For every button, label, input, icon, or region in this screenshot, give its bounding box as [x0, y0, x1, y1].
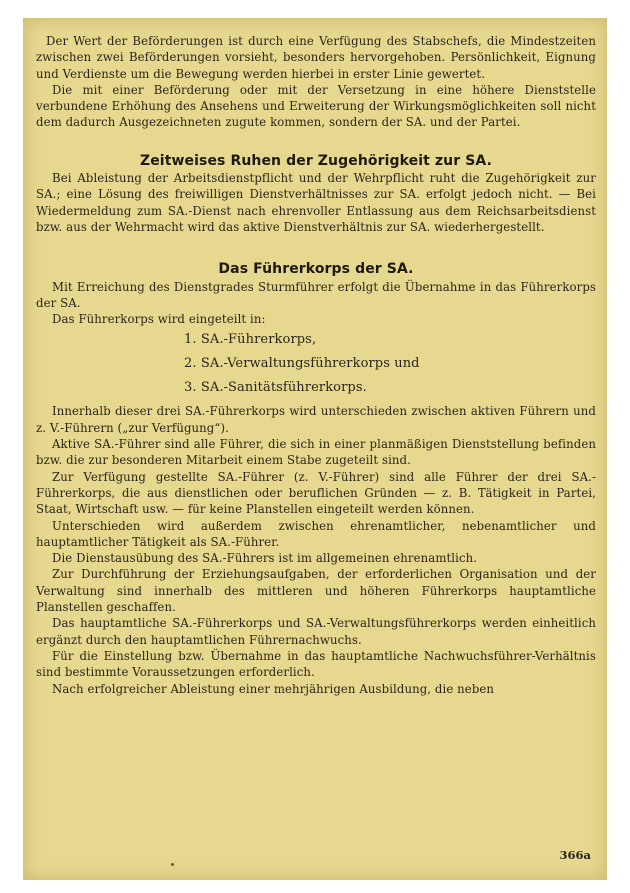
book-page	[23, 18, 607, 880]
paragraph-ausbildung: Nach erfolgreicher Ableistung einer mehrjährigen Ausbildung, die neben	[52, 681, 495, 696]
paragraph-befoerderungen: Der Wert der Beförderungen ist durch eine Verfügung des Stabschefs, die Mindestzeiten zwischen zwei Beförderungen vorsieht, besonders hervorgehoben. Persönlichkeit, Eignung und Verdienste um die Bewegung werden hierbei in erster Linie gewertet.	[36, 34, 596, 81]
paragraph-einstellung: Für die Einstellung bzw. Übernahme in das hauptamtliche Nachwuchsführer-Verhältnis sind bestimmte Voraussetzungen erforderlich.	[36, 648, 596, 680]
paragraph-aktive-fuehrer: Aktive SA.-Führer sind alle Führer, die sich in einer planmäßigen Dienststellung befinden bzw. die zur besonderen Mitarbeit einem Stabe zugeteilt sind.	[36, 437, 596, 468]
korps-list	[36, 331, 596, 397]
paragraph-unterschieden: Innerhalb dieser drei SA.-Führerkorps wird unterschieden zwischen aktiven Führern und z. V.-Führern („zur Verfügung“).	[36, 404, 596, 435]
paragraph-eingeteilt: Das Führerkorps wird eingeteilt in:	[52, 312, 266, 327]
section-heading-ruhen: Zeitweises Ruhen der Zugehörigkeit zur SA.	[139, 152, 493, 169]
paragraph-taetigkeit: Unterschieden wird außerdem zwischen ehrenamtlicher, nebenamtlicher und hauptamtlicher Tätigkeit als SA.-Führer.	[36, 518, 596, 549]
paragraph-nachwuchs: Das hauptamtliche SA.-Führerkorps und SA.-Verwaltungsführerkorps werden einheitlich ergänzt durch den hauptamtlichen Führernachwuchs.	[36, 616, 596, 647]
paragraph-planstellen: Zur Durchführung der Erziehungsaufgaben, der erforderlichen Organisation und der Verwaltung sind innerhalb des mittleren und höheren Führerkorps hauptamtliche Planstellen geschaffen.	[36, 567, 596, 615]
paragraph-versetzung: Die mit einer Beförderung oder mit der Versetzung in eine höhere Dienststelle verbundene Erhöhung des Ansehens und Erweiterung der Wirkungsmöglichkeiten soll nicht dem dadurch Ausgezeichneten zugute kommen, sondern der SA. und der Partei.	[36, 82, 596, 130]
paragraph-zv-fuehrer: Zur Verfügung gestellte SA.-Führer (z. V.-Führer) sind alle Führer der drei SA.-Führerkorps, die aus dienstlichen oder beruflichen Gründen — z. B. Tätigkeit in Partei, Staat, Wirtschaft usw. — für keine Planstellen eingeteilt werden können.	[36, 469, 596, 517]
section-heading-fuehrerkorps: Das Führerkorps der SA.	[218, 261, 414, 278]
paragraph-dienstausuebung: Die Dienstausübung des SA.-Führers ist im allgemeinen ehrenamtlich.	[52, 551, 478, 566]
paper-speck	[171, 863, 174, 866]
paragraph-ruhen: Bei Ableistung der Arbeitsdienstpflicht und der Wehrpflicht ruht die Zugehörigkeit zur SA.; eine Lösung des freiwilligen Dienstverhältnisses zur SA. erfolgt jedoch nicht. — Bei Wiedermeldung zum SA.-Dienst nach ehrenvoller Entlassung aus dem Reichsarbeitsdienst bzw. aus der Wehrmacht wird das aktive Dienstverhältnis zur SA. wiederhergestellt.	[36, 171, 596, 234]
paragraph-uebernahme: Mit Erreichung des Dienstgrades Sturmführer erfolgt die Übernahme in das Führerkorps der SA.	[36, 279, 596, 310]
korps-list-item: 2. SA.-Verwaltungsführerkorps und	[184, 356, 420, 372]
korps-list-item: 1. SA.-Führerkorps,	[184, 332, 317, 348]
korps-list-item: 3. SA.-Sanitätsführerkorps.	[184, 380, 367, 396]
page-number: 366a	[559, 848, 591, 862]
page-text	[36, 33, 596, 697]
